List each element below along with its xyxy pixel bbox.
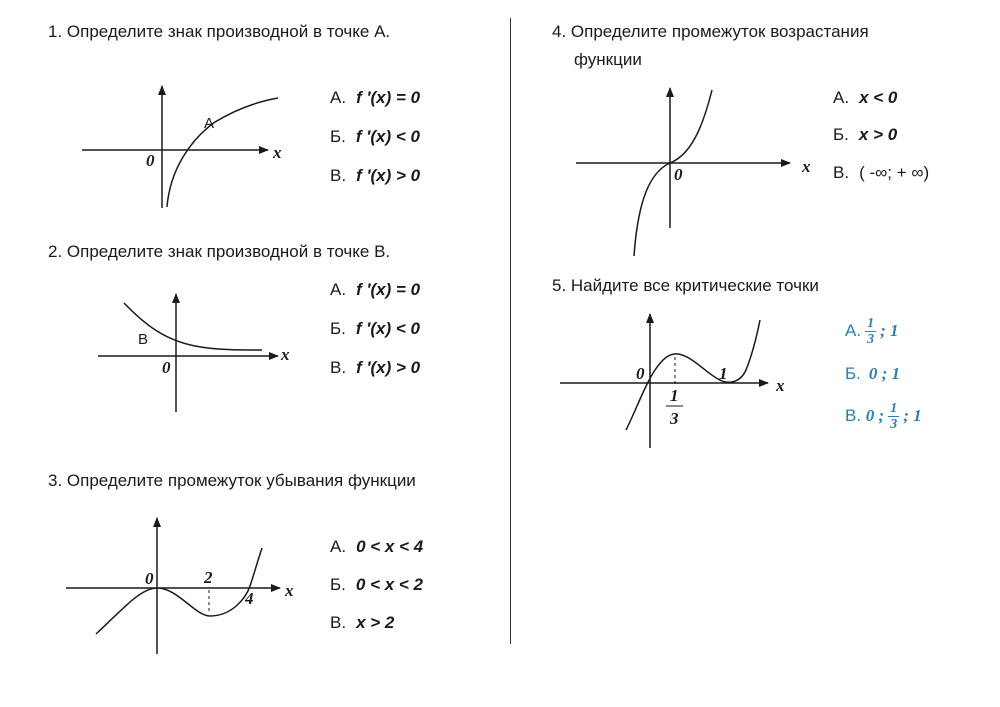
q1-option-b-letter: Б.: [330, 127, 346, 146]
q4-option-c-expr: ( -∞; + ∞): [859, 163, 930, 182]
q1-origin-label: 0: [146, 151, 155, 170]
q3-option-c-expr: x > 2: [356, 613, 395, 632]
q5-option-c-head: 0 ;: [865, 405, 885, 425]
q5-origin-label: 0: [636, 364, 645, 383]
q5-option-a-letter: А.: [845, 320, 862, 340]
q4-title-line2: функции: [574, 50, 642, 69]
q3-curve: [96, 548, 262, 634]
q1-option-c-letter: В.: [330, 166, 347, 185]
q4-option-b-expr: x > 0: [858, 125, 898, 144]
q1-title: 1. Определите знак производной в точке А.: [48, 22, 391, 41]
q2-graph: [98, 294, 290, 412]
q3-option-b-expr: 0 < x < 2: [355, 575, 424, 594]
q2-point-label: B: [138, 331, 149, 348]
q2-x-label: x: [281, 345, 290, 364]
q5-curve: [626, 320, 760, 430]
q5-option-c-letter: В.: [845, 405, 862, 425]
q3-graph: [66, 518, 294, 654]
q5-option-c-frac-den: 3: [890, 417, 898, 432]
q4-option-a-letter: А.: [833, 88, 850, 107]
q4-title-line1: 4. Определите промежуток возрастания: [552, 22, 869, 41]
q4-option-b-letter: Б.: [833, 125, 849, 144]
q5-graph: [560, 314, 785, 448]
q5-frac-num-label: 1: [670, 386, 679, 405]
q5-frac-den-label: 3: [670, 409, 679, 428]
q5-option-a-frac-den: 3: [867, 332, 875, 347]
q3-option-b-letter: Б.: [330, 575, 346, 594]
q3-option-c-letter: В.: [330, 613, 347, 632]
q5-title: 5. Найдите все критические точки: [552, 276, 819, 295]
q1-point-label: A: [204, 115, 215, 132]
q4-option-c-letter: В.: [833, 163, 850, 182]
q1-graph: [82, 86, 282, 208]
q4-origin-label: 0: [674, 165, 683, 184]
q2-title: 2. Определите знак производной в точке В.: [48, 242, 391, 261]
q5-option-c-frac-num: 1: [890, 401, 898, 416]
q3-tick-2-label: 2: [204, 568, 213, 587]
q3-origin-label: 0: [145, 569, 154, 588]
q1-option-a-expr: f ′(x) = 0: [356, 88, 421, 107]
q2-origin-label: 0: [162, 358, 171, 377]
q5-option-b-letter: Б.: [845, 364, 861, 383]
q5-option-a-frac-num: 1: [867, 316, 875, 331]
q5-option-c-tail: ; 1: [903, 405, 922, 425]
q3-x-label: x: [285, 581, 294, 600]
q3-option-a-expr: 0 < x < 4: [356, 537, 424, 556]
q5-option-a-tail: ; 1: [880, 320, 899, 340]
q5-option-b-expr: 0 ; 1: [868, 364, 901, 383]
q4-x-label: x: [802, 157, 811, 176]
q2-option-b-expr: f ′(x) < 0: [355, 319, 420, 338]
q5-x-label: x: [776, 376, 785, 395]
q4-curve: [634, 90, 712, 256]
q1-option-c-expr: f ′(x) > 0: [356, 166, 421, 185]
q1-option-b-expr: f ′(x) < 0: [355, 127, 420, 146]
q2-option-a-letter: А.: [330, 280, 347, 299]
q1-option-a-letter: А.: [330, 88, 347, 107]
q2-option-c-letter: В.: [330, 358, 347, 377]
q1-x-label: x: [273, 143, 282, 162]
q4-option-a-expr: x < 0: [859, 88, 898, 107]
q1-curve: [167, 98, 278, 207]
q2-option-b-letter: Б.: [330, 319, 346, 338]
q2-option-c-expr: f ′(x) > 0: [356, 358, 421, 377]
q5-tick-1-label: 1: [719, 364, 728, 383]
q2-option-a-expr: f ′(x) = 0: [356, 280, 421, 299]
q3-tick-4-label: 4: [245, 589, 254, 608]
q4-graph: [576, 88, 811, 256]
q3-option-a-letter: А.: [330, 537, 347, 556]
q3-title: 3. Определите промежуток убывания функции: [48, 471, 416, 490]
